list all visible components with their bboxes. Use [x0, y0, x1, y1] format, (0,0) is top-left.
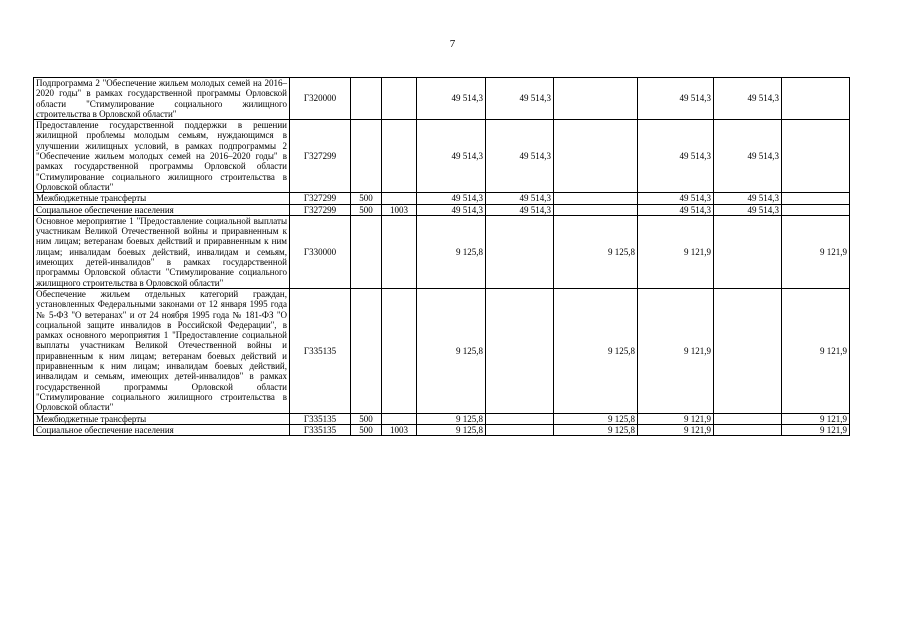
amount-cell: 49 514,3 [714, 120, 782, 193]
amount-cell: 49 514,3 [417, 120, 486, 193]
table-row [34, 288, 850, 413]
amount-cell [554, 120, 638, 193]
table-row [34, 193, 850, 204]
table-row [34, 215, 850, 288]
amount-cell [782, 204, 850, 215]
row-name: Межбюджетные трансферты [34, 413, 290, 424]
amount-cell [486, 413, 554, 424]
amount-cell: 49 514,3 [638, 193, 714, 204]
amount-cell [782, 193, 850, 204]
row-name: Подпрограмма 2 "Обеспечение жильем молодых семей на 2016–2020 годы" в рамках государственной программы Орловской области "Стимулирование социального жилищного строительства в Орловской области" [34, 78, 290, 120]
expense-type-code: 500 [351, 413, 382, 424]
amount-cell: 9 121,9 [782, 413, 850, 424]
target-article-code: Г320000 [290, 78, 351, 120]
expense-type-code: 500 [351, 193, 382, 204]
amount-cell [554, 204, 638, 215]
amount-cell: 9 125,8 [554, 413, 638, 424]
amount-cell: 49 514,3 [486, 120, 554, 193]
amount-cell: 9 125,8 [417, 413, 486, 424]
table-row [34, 204, 850, 215]
amount-cell: 49 514,3 [486, 78, 554, 120]
amount-cell: 9 121,9 [638, 288, 714, 413]
target-article-code: Г327299 [290, 120, 351, 193]
expense-type-code [351, 215, 382, 288]
amount-cell: 49 514,3 [714, 193, 782, 204]
amount-cell: 9 125,8 [554, 424, 638, 435]
target-article-code: Г330000 [290, 215, 351, 288]
amount-cell [486, 288, 554, 413]
amount-cell: 9 121,9 [782, 288, 850, 413]
page-number: 7 [449, 38, 456, 50]
table-row [34, 78, 850, 120]
section-code [382, 120, 417, 193]
amount-cell: 49 514,3 [417, 193, 486, 204]
amount-cell [554, 78, 638, 120]
table-row [34, 424, 850, 435]
amount-cell: 49 514,3 [714, 78, 782, 120]
row-name: Социальное обеспечение населения [34, 204, 290, 215]
section-code [382, 288, 417, 413]
table-row [34, 413, 850, 424]
target-article-code: Г335135 [290, 288, 351, 413]
amount-cell: 49 514,3 [638, 120, 714, 193]
amount-cell: 49 514,3 [417, 204, 486, 215]
amount-cell: 9 125,8 [554, 215, 638, 288]
table-row [34, 120, 850, 193]
amount-cell [714, 288, 782, 413]
amount-cell: 9 125,8 [417, 288, 486, 413]
amount-cell [486, 215, 554, 288]
section-code: 1003 [382, 424, 417, 435]
amount-cell: 9 125,8 [417, 424, 486, 435]
amount-cell: 9 125,8 [554, 288, 638, 413]
amount-cell [782, 78, 850, 120]
expense-type-code: 500 [351, 424, 382, 435]
amount-cell: 49 514,3 [638, 78, 714, 120]
section-code [382, 215, 417, 288]
amount-cell: 9 121,9 [782, 424, 850, 435]
amount-cell: 9 121,9 [638, 424, 714, 435]
target-article-code: Г327299 [290, 193, 351, 204]
row-name: Предоставление государственной поддержки в решении жилищной проблемы молодым семьям, нуждающимся в улучшении жилищных условий, в рамках подпрограммы 2 "Обеспечение жильем молодых семей на 2016–2020 годы" в рамках государственной программы Орловской области "Стимулирование социального жилищного строительства в Орловской области" [34, 120, 290, 193]
amount-cell: 9 121,9 [782, 215, 850, 288]
target-article-code: Г335135 [290, 424, 351, 435]
amount-cell: 9 121,9 [638, 215, 714, 288]
amount-cell [714, 215, 782, 288]
row-name: Обеспечение жильем отдельных категорий граждан, установленных Федеральными законами от 12 января 1995 года № 5-ФЗ "О ветеранах" и от 24 ноября 1995 года № 181-ФЗ "О социальной защите инвалидов в Российской Федерации", в рамках основного мероприятия 1 "Предоставление социальной выплаты участникам Великой Отечественной войны и приравненным к ним лицам; ветеранам боевых действий и приравненным к ним лицам; инвалидам боевых действий, инвалидам и семьям, имеющих детей-инвалидов" в рамках государственной программы Орловской области "Стимулирование социального жилищного строительства в Орловской области" [34, 288, 290, 413]
row-name: Основное мероприятие 1 "Предоставление социальной выплаты участникам Великой Отечественной войны и приравненным к ним лицам; ветеранам боевых действий и приравненным к ним лицам; инвалидам боевых действий, инвалидам и семьям, имеющих детей-инвалидов" в рамках государственной программы Орловской области "Стимулирование социального жилищного строительства в Орловской области" [34, 215, 290, 288]
amount-cell: 9 121,9 [638, 413, 714, 424]
section-code [382, 78, 417, 120]
row-name: Социальное обеспечение населения [34, 424, 290, 435]
expense-type-code [351, 78, 382, 120]
target-article-code: Г335135 [290, 413, 351, 424]
amount-cell [486, 424, 554, 435]
amount-cell [714, 413, 782, 424]
amount-cell: 49 514,3 [714, 204, 782, 215]
expense-type-code: 500 [351, 204, 382, 215]
amount-cell [554, 193, 638, 204]
row-name: Межбюджетные трансферты [34, 193, 290, 204]
amount-cell: 49 514,3 [638, 204, 714, 215]
amount-cell: 9 125,8 [417, 215, 486, 288]
amount-cell [714, 424, 782, 435]
target-article-code: Г327299 [290, 204, 351, 215]
section-code [382, 193, 417, 204]
amount-cell: 49 514,3 [486, 193, 554, 204]
amount-cell: 49 514,3 [417, 78, 486, 120]
budget-table [33, 77, 850, 436]
amount-cell [782, 120, 850, 193]
expense-type-code [351, 120, 382, 193]
section-code: 1003 [382, 204, 417, 215]
amount-cell: 49 514,3 [486, 204, 554, 215]
expense-type-code [351, 288, 382, 413]
section-code [382, 413, 417, 424]
